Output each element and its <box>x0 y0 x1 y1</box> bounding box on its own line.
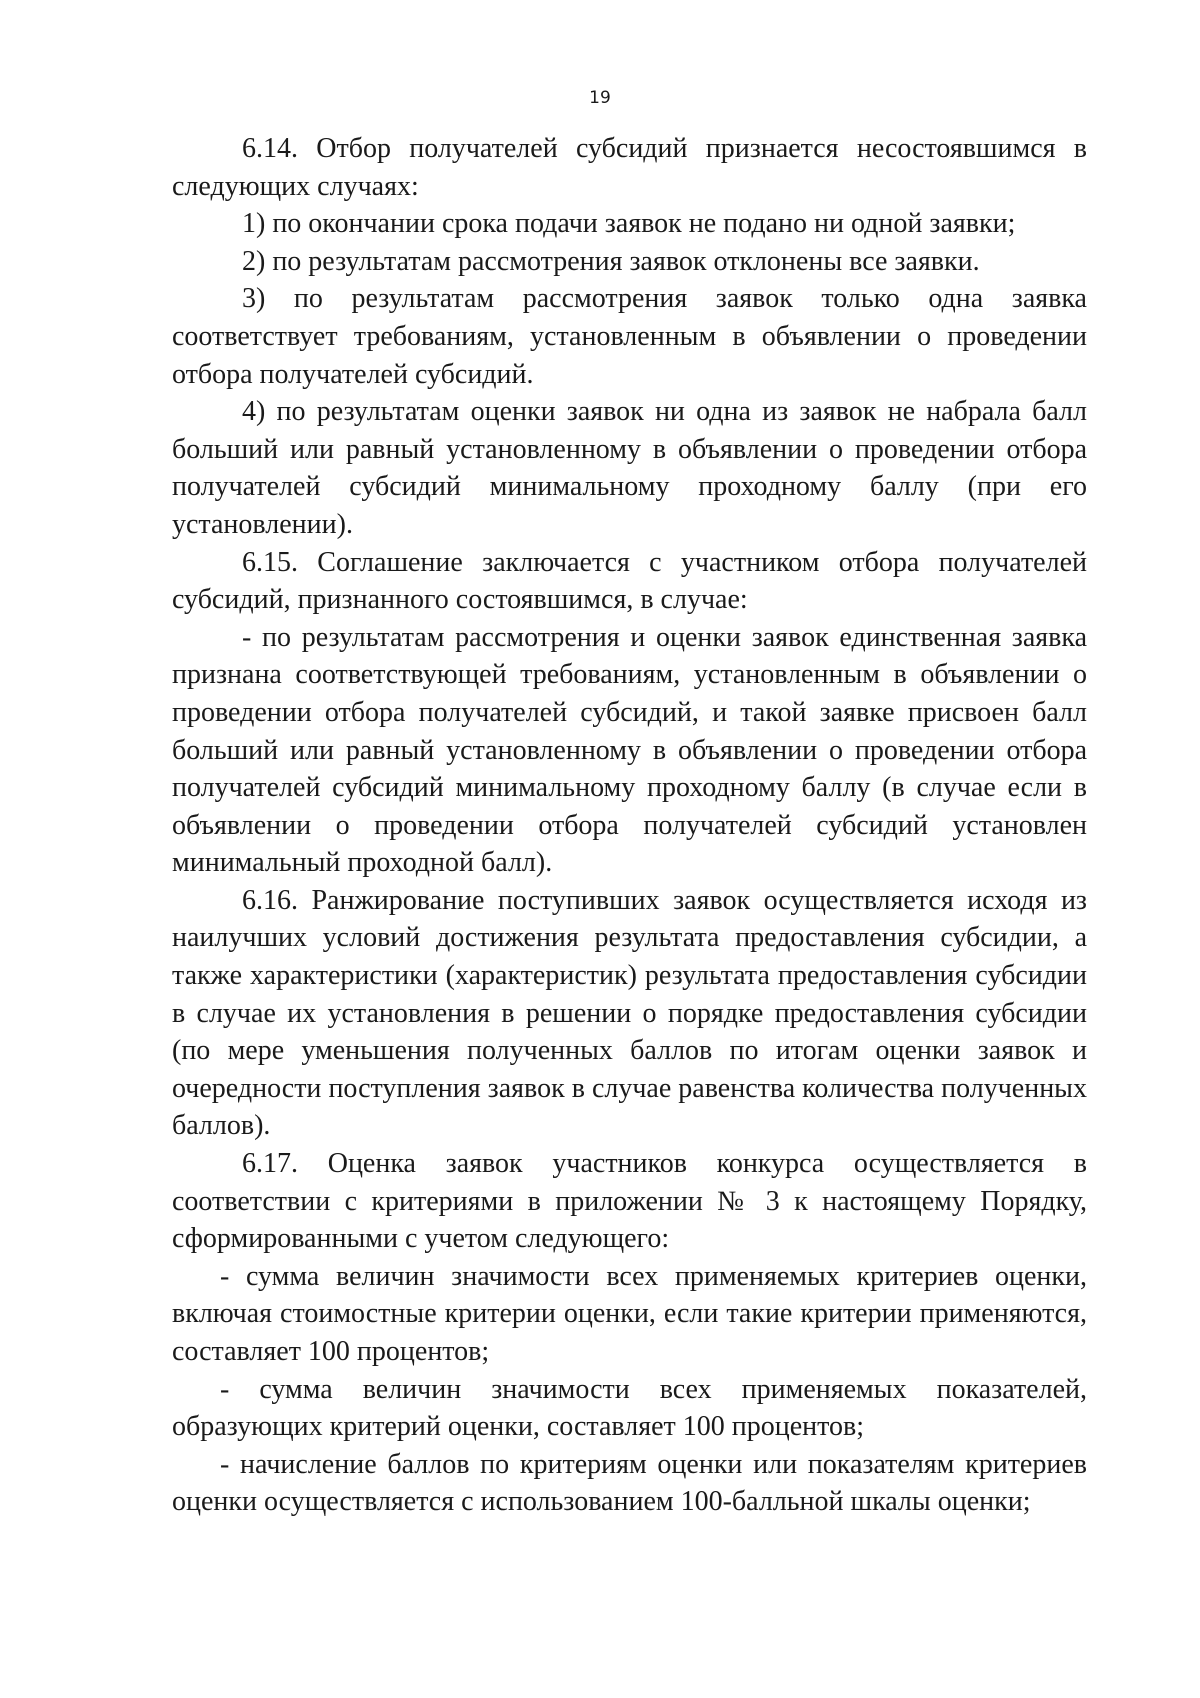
dash-item-criteria-sum: - сумма величин значимости всех применяемых критериев оценки, включая стоимостные критерии оценки, если такие критерии применяются, составляет 100 процентов; <box>172 1260 1087 1367</box>
paragraph-6-14: 6.14. Отбор получателей субсидий признается несостоявшимся в следующих случаях: <box>172 133 1087 202</box>
paragraph-6-16: 6.16. Ранжирование поступивших заявок осуществляется исходя из наилучших условий достижения результата предоставления субсидии, а также характеристики (характеристик) результата предоставления субсидии в случае их установления в решении о порядке предоставления субсидии (по мере уменьшения полученных баллов по итогам оценки заявок и очередности поступления заявок в случае равенства количества полученных баллов). <box>172 884 1087 1142</box>
dash-item-single-application: - по результатам рассмотрения и оценки заявок единственная заявка признана соответствующей требованиям, установленным в объявлении о проведении отбора получателей субсидий, и такой заявке присвоен балл больший или равный установленному в объявлении о проведении отбора получателей субсидий минимальному проходному баллу (в случае если в объявлении о проведении отбора получателей субсидий установлен минимальный проходной балл). <box>172 621 1087 879</box>
list-item-4: 4) по результатам оценки заявок ни одна из заявок не набрала балл больший или равный установленному в объявлении о проведении отбора получателей субсидий минимальному проходному баллу (при его установлении). <box>172 396 1087 540</box>
list-item-2: 2) по результатам рассмотрения заявок отклонены все заявки. <box>242 245 980 277</box>
list-item-1: 1) по окончании срока подачи заявок не подано ни одной заявки; <box>242 208 1016 240</box>
list-item-3: 3) по результатам рассмотрения заявок только одна заявка соответствует требованиям, установленным в объявлении о проведении отбора получателей субсидий. <box>172 283 1087 390</box>
page-number: 19 <box>589 88 611 108</box>
paragraph-6-17: 6.17. Оценка заявок участников конкурса осуществляется в соответствии с критериями в приложении № 3 к настоящему Порядку, сформированными с учетом следующего: <box>172 1148 1087 1255</box>
document-body <box>172 130 1087 1521</box>
dash-item-scoring-scale: - начисление баллов по критериям оценки или показателям критериев оценки осуществляется с использованием 100-балльной шкалы оценки; <box>172 1448 1087 1518</box>
dash-item-indicators-sum: - сумма величин значимости всех применяемых показателей, образующих критерий оценки, составляет 100 процентов; <box>172 1373 1087 1443</box>
paragraph-6-15: 6.15. Соглашение заключается с участником отбора получателей субсидий, признанного состоявшимся, в случае: <box>172 546 1087 616</box>
